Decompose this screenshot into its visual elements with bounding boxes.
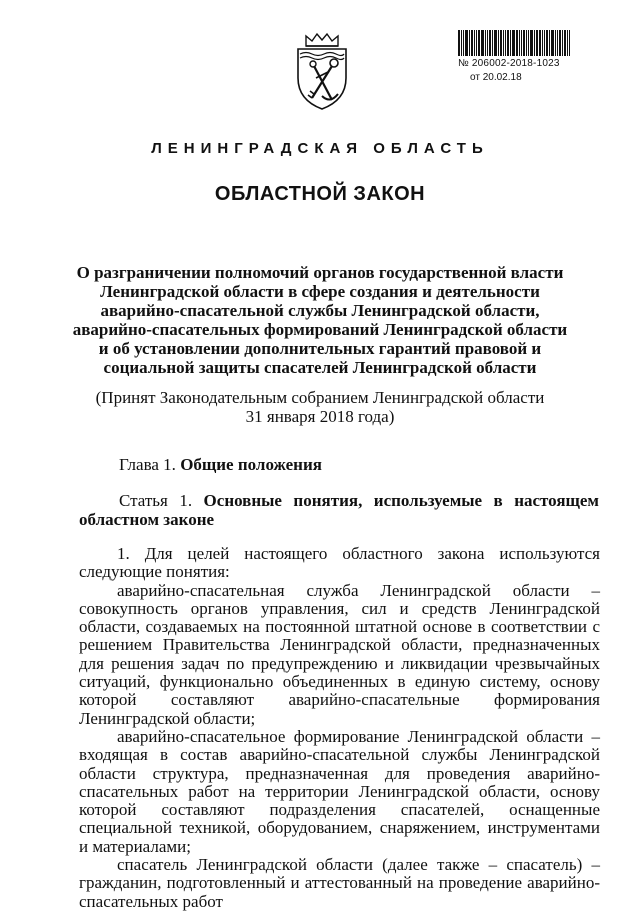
coat-of-arms-icon	[292, 32, 352, 112]
registration-number: № 206002-2018-1023	[458, 58, 560, 69]
paragraph: 1. Для целей настоящего областного закона используются следующие понятия:	[79, 544, 600, 582]
region-heading: ЛЕНИНГРАДСКАЯ ОБЛАСТЬ	[151, 140, 489, 157]
chapter-heading	[119, 455, 322, 475]
chapter-prefix: Глава 1.	[119, 455, 176, 474]
law-title: О разграничении полномочий органов государственной власти Ленинградской области в сфере создания и деятельности аварийно-спасательной службы Ленинградской области, аварийно-спасательных формирований Ленинградской области и об установлении дополнительных гарантий правовой и социальной защиты спасателей Ленинградской области	[72, 263, 568, 377]
barcode-icon	[458, 30, 598, 56]
article-title: Основные понятия, используемые в настоящем областном законе	[79, 491, 600, 529]
registration-date: от 20.02.18	[470, 72, 522, 83]
paragraph: аварийно-спасательная служба Ленинградской области – совокупность органов управления, сил и средств Ленинградской области, создаваемых на постоянной штатной основе в соответствии с решением Правительства Ленинградской области, предназначенных для решения задач по предупреждению и ликвидации чрезвычайных ситуаций, функционально объединенных в единую систему, основу которой составляют аварийно-спасательные формирования Ленинградской области;	[79, 580, 600, 728]
paragraph: аварийно-спасательное формирование Ленинградской области – входящая в состав аварийно-спасательной службы Ленинградской области структура, предназначенная для проведения аварийно-спасательных работ на территории Ленинградской области, основу которой составляют подразделения спасателей, оснащенные специальной техникой, оборудованием, снаряжением, инструментами и материалами;	[79, 726, 600, 856]
article-heading	[79, 491, 599, 529]
article-prefix: Статья 1.	[119, 491, 193, 510]
paragraph: спасатель Ленинградской области (далее также – спасатель) – гражданин, подготовленный и аттестованный на проведение аварийно-спасательных работ	[79, 855, 600, 911]
article-body	[79, 545, 600, 911]
law-type-heading: ОБЛАСТНОЙ ЗАКОН	[214, 183, 426, 205]
chapter-title: Общие положения	[180, 455, 322, 474]
adoption-note: (Принят Законодательным собранием Ленинградской области 31 января 2018 года)	[95, 388, 545, 426]
